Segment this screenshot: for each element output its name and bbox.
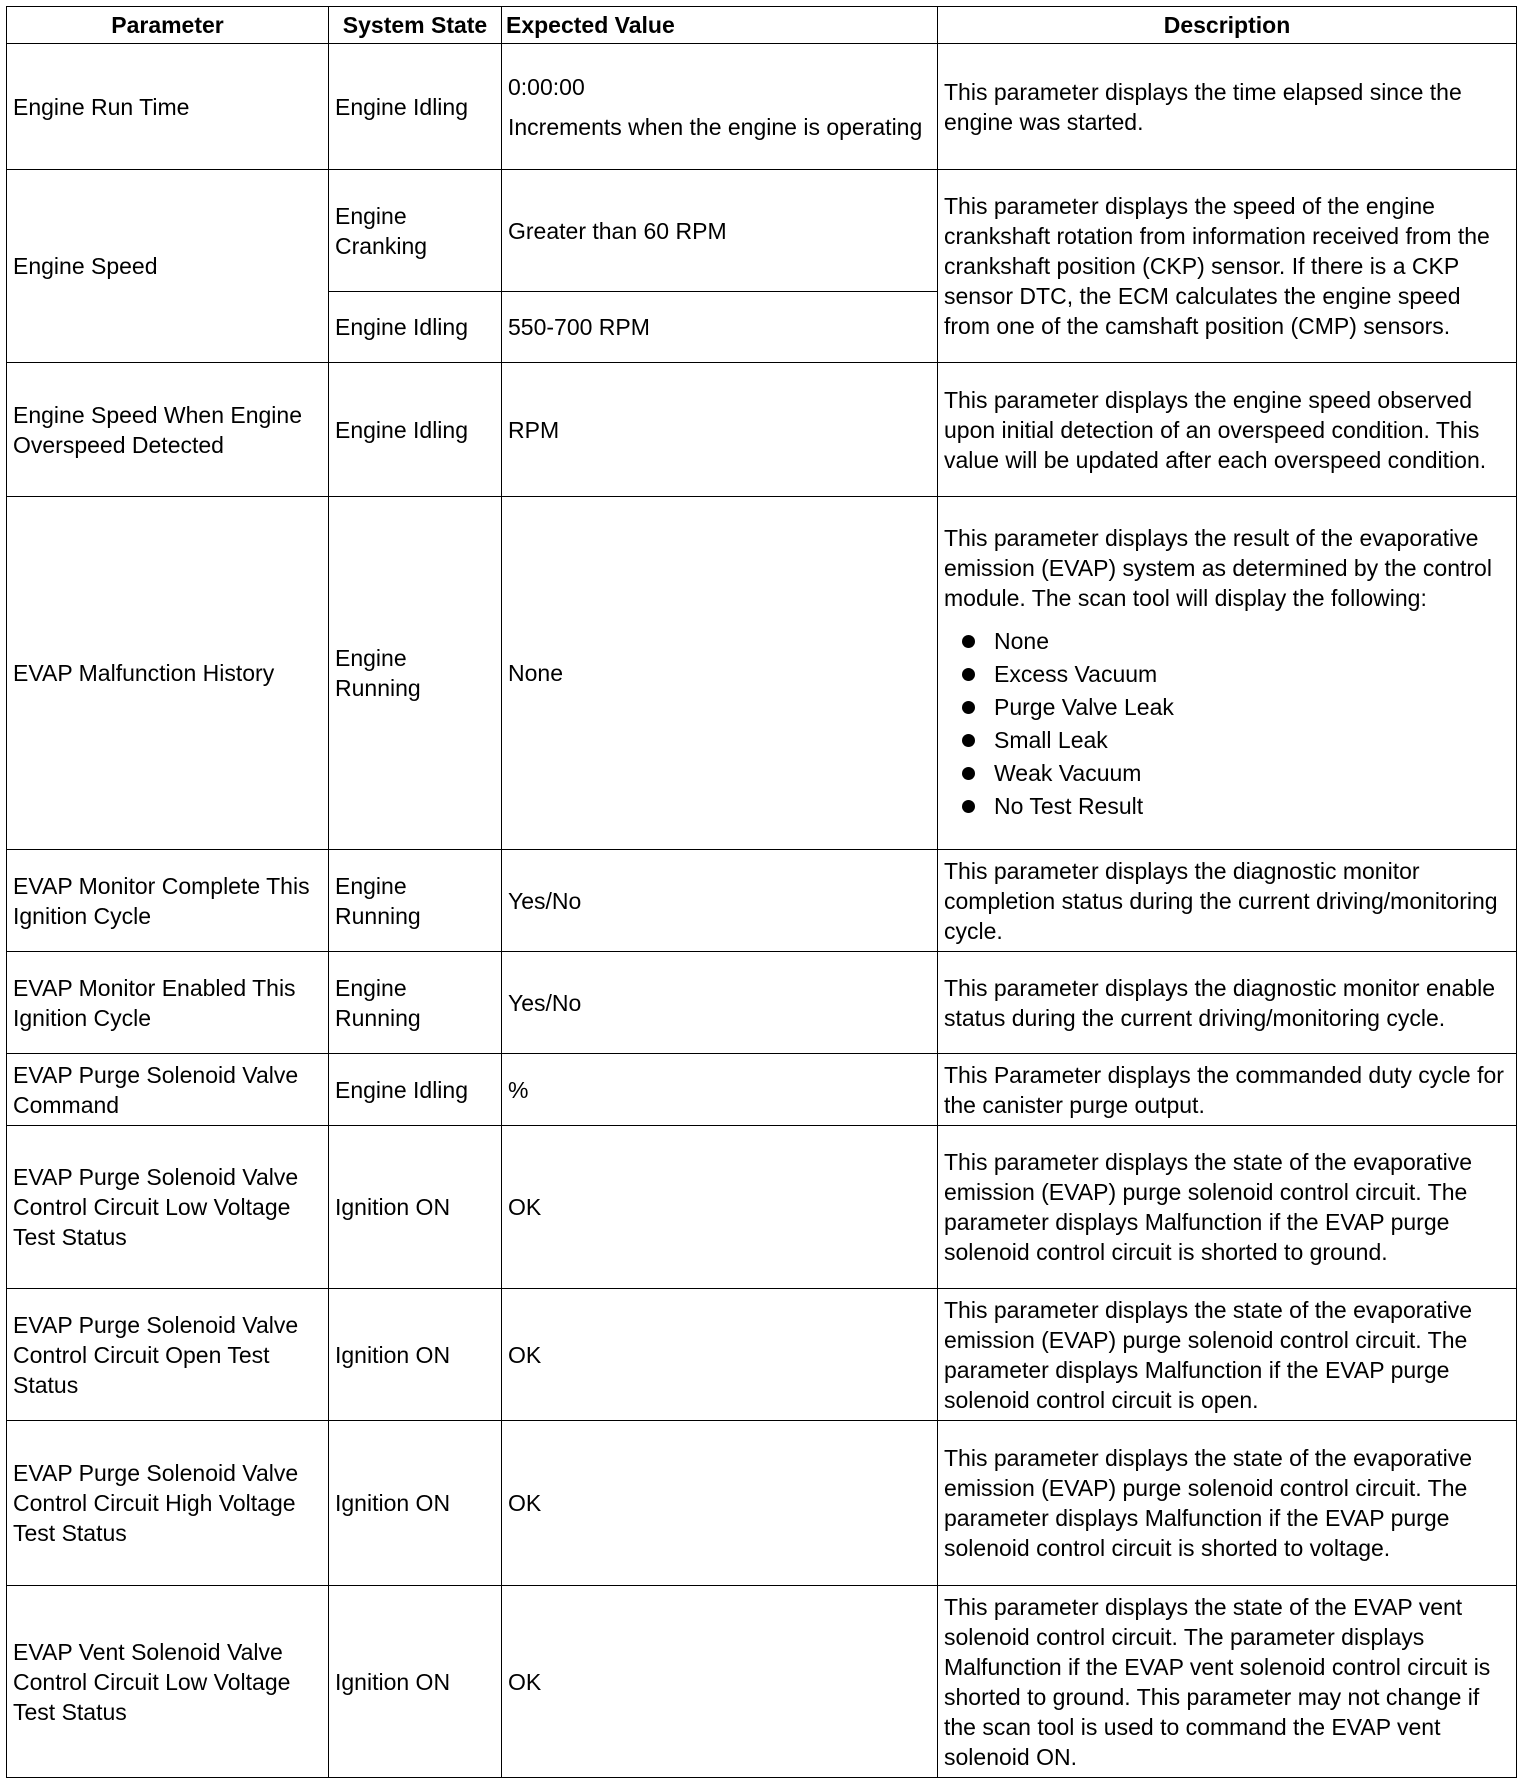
parameter-cell: EVAP Monitor Complete This Ignition Cycle <box>7 850 329 952</box>
system-state-cell: Engine Running <box>329 497 502 850</box>
description-cell: This Parameter displays the commanded duty cycle for the canister purge output. <box>938 1054 1517 1126</box>
table-row <box>7 1126 1517 1289</box>
parameter-cell: EVAP Malfunction History <box>7 497 329 850</box>
list-item-label: No Test Result <box>994 793 1144 819</box>
table-header-row <box>7 7 1517 44</box>
list-item-label: None <box>994 628 1049 654</box>
expected-value-cell: OK <box>502 1421 938 1586</box>
system-state-cell: Ignition ON <box>329 1586 502 1778</box>
expected-value-cell: None <box>502 497 938 850</box>
description-cell: This parameter displays the state of the evaporative emission (EVAP) purge solenoid control circuit. The parameter displays Malfunction if the EVAP purge solenoid control circuit is shorted to voltage. <box>938 1421 1517 1586</box>
parameter-cell: EVAP Purge Solenoid Valve Control Circuit High Voltage Test Status <box>7 1421 329 1586</box>
table-row <box>7 952 1517 1054</box>
header-description: Description <box>938 7 1517 44</box>
description-cell: This parameter displays the state of the evaporative emission (EVAP) purge solenoid control circuit. The parameter displays Malfunction if the EVAP purge solenoid control circuit is open. <box>938 1289 1517 1421</box>
bullet-icon <box>962 767 975 780</box>
system-state-cell: Engine Running <box>329 952 502 1054</box>
list-item <box>962 790 1510 823</box>
list-item-label: Purge Valve Leak <box>994 694 1174 720</box>
header-expected-value: Expected Value <box>502 7 938 44</box>
description-cell: This parameter displays the diagnostic monitor completion status during the current driving/monitoring cycle. <box>938 850 1517 952</box>
expected-value-note: Increments when the engine is operating <box>508 113 923 140</box>
description-cell: This parameter displays the diagnostic monitor enable status during the current driving/monitoring cycle. <box>938 952 1517 1054</box>
expected-value-line: 0:00:00 <box>508 73 585 100</box>
table-row <box>7 1289 1517 1421</box>
expected-value-cell: OK <box>502 1586 938 1778</box>
parameter-table <box>6 6 1517 1778</box>
expected-value-cell: Greater than 60 RPM <box>502 170 938 292</box>
list-item-label: Excess Vacuum <box>994 661 1158 687</box>
system-state-cell: Ignition ON <box>329 1126 502 1289</box>
parameter-cell: EVAP Purge Solenoid Valve Control Circuit Low Voltage Test Status <box>7 1126 329 1289</box>
system-state-cell: Engine Idling <box>329 292 502 363</box>
table-row <box>7 850 1517 952</box>
parameter-cell: EVAP Vent Solenoid Valve Control Circuit Low Voltage Test Status <box>7 1586 329 1778</box>
parameter-cell: Engine Speed When Engine Overspeed Detected <box>7 363 329 497</box>
description-cell: This parameter displays the state of the EVAP vent solenoid control circuit. The parameter displays Malfunction if the EVAP vent solenoid control circuit is shorted to ground. This parameter may not change if the scan tool is used to command the EVAP vent solenoid ON. <box>938 1586 1517 1778</box>
parameter-cell: EVAP Monitor Enabled This Ignition Cycle <box>7 952 329 1054</box>
bullet-icon <box>962 668 975 681</box>
list-item <box>962 625 1510 658</box>
system-state-cell: Engine Idling <box>329 44 502 170</box>
bullet-icon <box>962 635 975 648</box>
system-state-cell: Engine Idling <box>329 1054 502 1126</box>
table-row <box>7 1054 1517 1126</box>
table-row <box>7 1421 1517 1586</box>
parameter-cell: Engine Run Time <box>7 44 329 170</box>
system-state-cell: Engine Idling <box>329 363 502 497</box>
header-parameter: Parameter <box>7 7 329 44</box>
list-item-label: Small Leak <box>994 727 1108 753</box>
parameter-cell: EVAP Purge Solenoid Valve Control Circuit Open Test Status <box>7 1289 329 1421</box>
result-list <box>944 625 1510 823</box>
system-state-cell: Engine Running <box>329 850 502 952</box>
expected-value-cell <box>502 44 938 170</box>
header-system-state: System State <box>329 7 502 44</box>
list-item <box>962 724 1510 757</box>
parameter-document <box>6 6 1517 1778</box>
table-row <box>7 1586 1517 1778</box>
list-item <box>962 691 1510 724</box>
description-cell: This parameter displays the state of the evaporative emission (EVAP) purge solenoid control circuit. The parameter displays Malfunction if the EVAP purge solenoid control circuit is shorted to ground. <box>938 1126 1517 1289</box>
bullet-icon <box>962 734 975 747</box>
table-row <box>7 170 1517 292</box>
system-state-cell: Engine Cranking <box>329 170 502 292</box>
description-cell <box>938 497 1517 850</box>
parameter-cell: EVAP Purge Solenoid Valve Command <box>7 1054 329 1126</box>
system-state-cell: Ignition ON <box>329 1421 502 1586</box>
description-text: This parameter displays the result of the evaporative emission (EVAP) system as determined by the control module. The scan tool will display the following: <box>944 525 1492 611</box>
expected-value-cell: 550-700 RPM <box>502 292 938 363</box>
list-item <box>962 757 1510 790</box>
expected-value-cell: OK <box>502 1126 938 1289</box>
bullet-icon <box>962 800 975 813</box>
expected-value-cell: % <box>502 1054 938 1126</box>
description-cell: This parameter displays the speed of the engine crankshaft rotation from information received from the crankshaft position (CKP) sensor. If there is a CKP sensor DTC, the ECM calculates the engine speed from one of the camshaft position (CMP) sensors. <box>938 170 1517 363</box>
list-item <box>962 658 1510 691</box>
description-cell: This parameter displays the time elapsed since the engine was started. <box>938 44 1517 170</box>
table-row <box>7 497 1517 850</box>
bullet-icon <box>962 701 975 714</box>
table-row <box>7 44 1517 170</box>
parameter-cell: Engine Speed <box>7 170 329 363</box>
expected-value-cell: RPM <box>502 363 938 497</box>
expected-value-cell: OK <box>502 1289 938 1421</box>
expected-value-cell: Yes/No <box>502 850 938 952</box>
expected-value-cell: Yes/No <box>502 952 938 1054</box>
table-row <box>7 363 1517 497</box>
description-cell: This parameter displays the engine speed observed upon initial detection of an overspeed condition. This value will be updated after each overspeed condition. <box>938 363 1517 497</box>
list-item-label: Weak Vacuum <box>994 760 1142 786</box>
system-state-cell: Ignition ON <box>329 1289 502 1421</box>
